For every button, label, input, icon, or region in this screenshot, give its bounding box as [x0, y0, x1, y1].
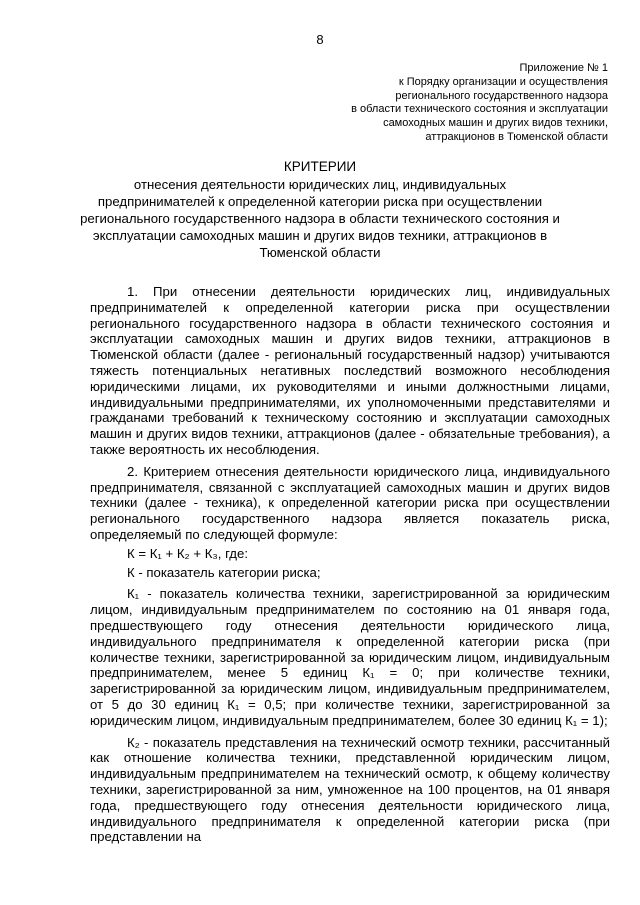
page-number: 8 — [316, 32, 324, 47]
document-title: КРИТЕРИИ — [283, 159, 357, 174]
paragraph-1: 1. При отнесении деятельности юридических лиц, индивидуальных предпринимателей к определенной категории риска при осуществлении регионального государственного надзора в области технического состояния и эксплуатации самоходных машин и других видов техники, аттракционов в Тюменской области (далее - региональный государственный надзор) учитываются тяжесть потенциальных негативных последствий возможного несоблюдения юридическими лицами, их руководителями и иными должностными лицами, индивидуальными предпринимателями, их уполномоченными представителями и гражданами требований к техническому состоянию и эксплуатации самоходных машин и других видов техники, аттракционов (далее - обязательные требования), а также вероятность их несоблюдения. — [90, 284, 610, 457]
formula-line: К = К₁ + К₂ + К₃, где: — [127, 545, 248, 561]
appendix-line: регионального государственного надзора — [395, 89, 608, 102]
appendix-line: Приложение № 1 — [519, 62, 608, 74]
k-definition: К - показатель категории риска; — [127, 564, 321, 580]
appendix-line: в области технического состояния и эксплуатации — [351, 103, 608, 116]
paragraph-2: 2. Критерием отнесения деятельности юридического лица, индивидуального предпринимателя, связанной с эксплуатацией самоходных машин и других видов техники (далее - техника), к определенной категории риска при осуществлении регионального государственного надзора является показатель риска, определяемый по следующей формуле: — [90, 463, 610, 542]
k1-definition: К₁ - показатель количества техники, зарегистрированной за юридическим лицом, индивидуальным предпринимателем по состоянию на 01 января года, предшествующего году отнесения деятельности юридического лица, индивидуального предпринимателя к определенной категории риска (при количестве техники, зарегистрированной за юридическим лицом, индивидуальным предпринимателем, менее 5 единиц К₁ = 0; при количестве техники, зарегистрированной за юридическим лицом, индивидуальным предпринимателем, от 5 до 30 единиц К₁ = 0,5; при количестве техники, зарегистрированной за юридическим лицом, индивидуальным предпринимателем, более 30 единиц К₁ = 1); — [90, 586, 610, 728]
appendix-block — [278, 62, 608, 145]
appendix-line: аттракционов в Тюменской области — [425, 130, 608, 143]
document-subtitle: отнесения деятельности юридических лиц, индивидуальных предпринимателей к определенной категории риска при осуществлении регионального государственного надзора в области технического состояния и эксплуатации самоходных машин и других видов техники, аттракционов в Тюменской области — [80, 177, 560, 260]
appendix-line: к Порядку организации и осуществления — [398, 75, 608, 88]
appendix-line: самоходных машин и других видов техники, — [383, 117, 608, 130]
k2-definition: К₂ - показатель представления на технический осмотр техники, рассчитанный как отношение количества техники, представленной юридическим лицом, индивидуальным предпринимателем на технический осмотр, к общему количеству техники, зарегистрированной за ним, умноженное на 100 процентов, на 01 января года, предшествующего году отнесения деятельности юридического лица, индивидуального предпринимателя к определенной категории риска (при представлении на — [90, 734, 610, 845]
document-body — [90, 284, 610, 845]
